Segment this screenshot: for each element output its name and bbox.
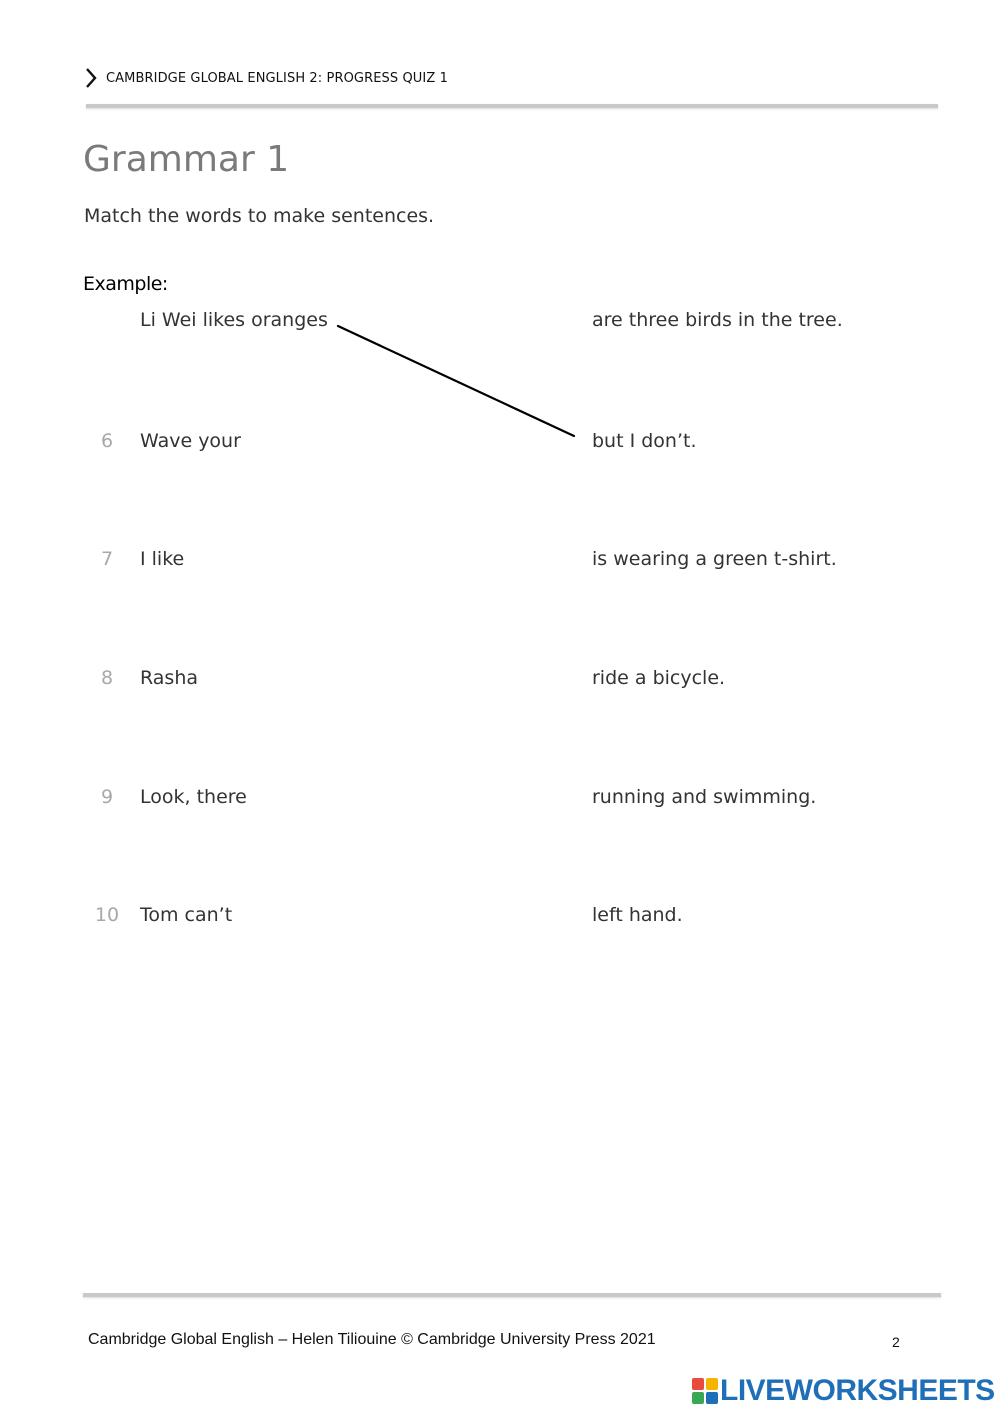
page-number: 2 xyxy=(892,1334,900,1350)
example-label: Example: xyxy=(83,273,168,295)
question-number: 6 xyxy=(100,430,114,452)
page-header xyxy=(84,66,448,90)
question-row-6 xyxy=(0,426,1000,456)
header-divider xyxy=(86,104,938,108)
question-phrase[interactable]: Wave your xyxy=(140,430,241,452)
liveworksheets-brand[interactable] xyxy=(692,1374,995,1408)
example-left-phrase: Li Wei likes oranges xyxy=(140,309,328,331)
match-option[interactable]: are three birds in the tree. xyxy=(592,309,843,331)
logo-tile xyxy=(692,1378,704,1390)
liveworksheets-logo-icon xyxy=(692,1378,718,1404)
question-row-9 xyxy=(0,782,1000,812)
logo-tile xyxy=(706,1378,718,1390)
question-phrase[interactable]: Rasha xyxy=(140,667,199,689)
brand-name: LIVEWORKSHEETS xyxy=(720,1374,995,1407)
match-option[interactable]: running and swimming. xyxy=(592,786,817,808)
question-phrase[interactable]: Tom can’t xyxy=(140,904,233,926)
footer-credit: Cambridge Global English – Helen Tiliouine © Cambridge University Press 2021 xyxy=(88,1331,656,1348)
question-phrase[interactable]: I like xyxy=(140,548,185,570)
match-option[interactable]: is wearing a green t-shirt. xyxy=(592,548,837,570)
header-title: CAMBRIDGE GLOBAL ENGLISH 2: PROGRESS QUIZ 1 xyxy=(106,70,448,86)
question-phrase[interactable]: Look, there xyxy=(140,786,247,808)
question-number: 10 xyxy=(94,904,120,926)
question-number: 8 xyxy=(100,667,114,689)
logo-tile xyxy=(706,1392,718,1404)
question-number: 9 xyxy=(100,786,114,808)
match-connector-line xyxy=(338,326,574,436)
match-option[interactable]: but I don’t. xyxy=(592,430,697,452)
chevron-right-icon xyxy=(84,67,98,89)
match-option[interactable]: ride a bicycle. xyxy=(592,667,726,689)
match-option[interactable]: left hand. xyxy=(592,904,683,926)
question-row-8 xyxy=(0,663,1000,693)
footer-divider xyxy=(83,1293,941,1297)
question-number: 7 xyxy=(100,548,114,570)
question-row-10 xyxy=(0,900,1000,930)
example-row xyxy=(0,305,1000,335)
question-row-7 xyxy=(0,544,1000,574)
instructions-text: Match the words to make sentences. xyxy=(84,205,435,227)
section-heading: Grammar 1 xyxy=(83,139,290,180)
logo-tile xyxy=(692,1392,704,1404)
